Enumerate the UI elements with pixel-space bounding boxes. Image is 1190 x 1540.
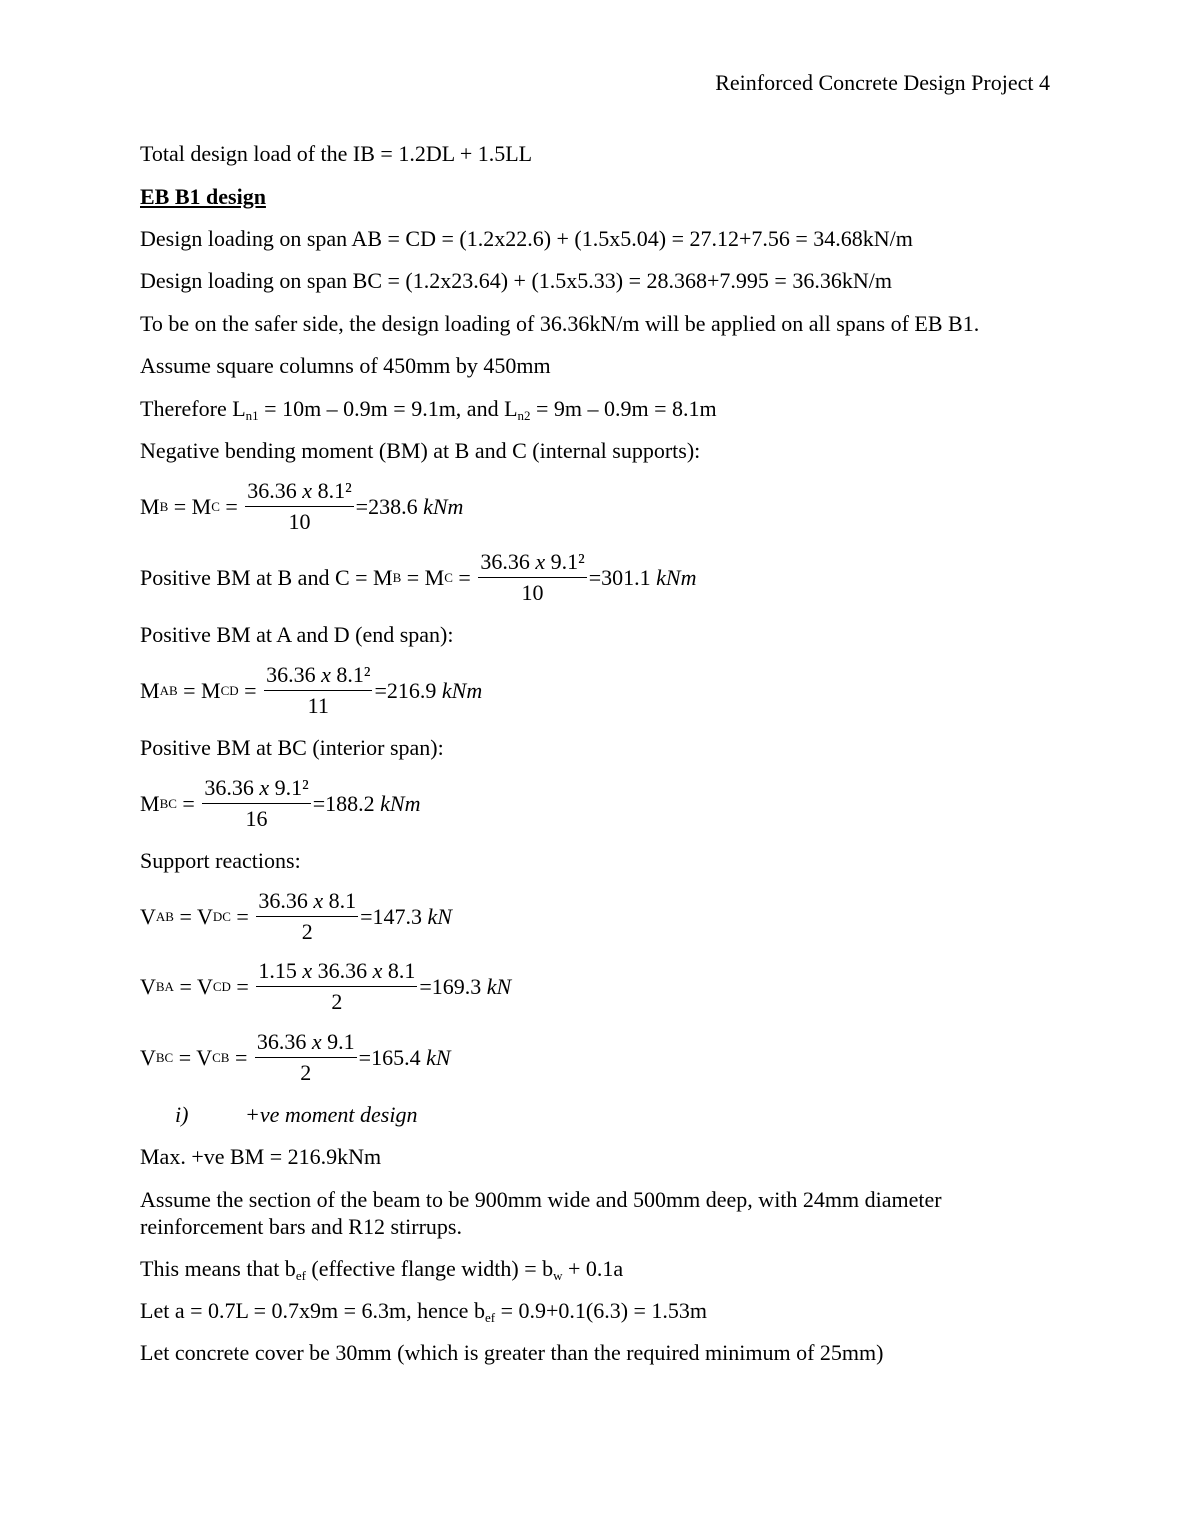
let-a-line: Let a = 0.7L = 0.7x9m = 6.3m, hence $b_{ef} = 0.9+0.1(6.3) = 1.53m$ — [140, 1298, 708, 1325]
equation-mab-mcd: M AB = M CD = $\frac{\text{36.36 x 8.1²}}{11}$ =216.9 kNm — [140, 662, 483, 718]
section-assumption-paragraph: Assume the section of the beam to be 900mm wide and 500mm deep, with 24mm diameter reinforcement bars and R12 stirrups. — [140, 1187, 942, 1239]
fraction: $\frac{36.36 x 9.1}{2}$ — [256, 1029, 355, 1085]
fraction: $\frac{\text{36.36 x 9.1²}}{10}$ — [480, 549, 585, 605]
max-bm-line: Max. +ve BM = 216.9kNm — [140, 1144, 382, 1169]
equation-vbc-vcb: V BC = V CB = $\frac{36.36 x 9.1}{2}$ =165.4 kN — [140, 1029, 451, 1085]
fraction: $\frac{1.15 x 36.36 x 8.1}{2}$ — [258, 958, 416, 1014]
support-reactions-line: Support reactions: — [140, 848, 301, 873]
load-bc-line: Design loading on span BC = (1.2x23.64) + (1.5x5.33) = 28.368+7.995 = 36.36kN/m — [140, 268, 892, 293]
negative-bm-line: Negative bending moment (BM) at B and C (internal supports): — [140, 438, 701, 463]
clear-span-line: Therefore $L_{n1} = 10m - 0.9m = 9.1m$, and $L_{n2} = 9m - 0.9m = 8.1m$ — [140, 396, 717, 423]
total-load-line: Total design load of the IB = 1.2DL + 1.5LL — [140, 141, 533, 166]
equation-vba-vcd: V BA = V CD = $\frac{1.15 x 36.36 x 8.1}{2}$ =169.3 kN — [140, 958, 512, 1014]
positive-bm-ad-line: Positive BM at A and D (end span): — [140, 622, 454, 647]
safer-side-line: To be on the safer side, the design loading of 36.36kN/m will be applied on all spans of EB B1. — [140, 311, 980, 336]
fraction: $\frac{\text{36.36 x 8.1²}}{10}$ — [247, 478, 352, 534]
fraction: $\frac{\text{36.36 x 9.1²}}{16}$ — [204, 775, 309, 831]
effective-flange-line: This means that $b_{ef}$ (effective flange width) = $b_w + 0.1a$ — [140, 1256, 624, 1283]
load-ab-line: Design loading on span AB = CD = (1.2x22.6) + (1.5x5.04) = 27.12+7.56 = 34.68kN/m — [140, 226, 913, 251]
fraction: $\frac{36.36 x 8.1}{2}$ — [258, 888, 357, 944]
fraction: $\frac{\text{36.36 x 8.1²}}{11}$ — [266, 662, 371, 718]
section-heading: EB B1 design — [140, 184, 266, 209]
columns-line: Assume square columns of 450mm by 450mm — [140, 353, 551, 378]
list-marker: i) — [175, 1102, 189, 1127]
equation-mbc: M BC = $\frac{\text{36.36 x 9.1²}}{16}$ =188.2 kNm — [140, 775, 421, 831]
equation-vab-vdc: V AB = V DC = $\frac{36.36 x 8.1}{2}$ =147.3 kN — [140, 888, 452, 944]
equation-mb-mc: M B = M C = $\frac{\text{36.36 x 8.1²}}{10}$ =238.6 kNm — [140, 478, 464, 534]
page-header: Reinforced Concrete Design Project 4 — [715, 70, 1050, 95]
equation-positive-bm-b-c: Positive BM at B and C = M B = M C = $\frac{\text{36.36 x 9.1²}}{10}$ =301.1 kNm — [140, 549, 697, 605]
positive-bm-bc-line: Positive BM at BC (interior span): — [140, 735, 444, 760]
list-item-text: +ve moment design — [245, 1102, 418, 1127]
list-item-positive-moment — [175, 1102, 418, 1128]
concrete-cover-line: Let concrete cover be 30mm (which is greater than the required minimum of 25mm) — [140, 1340, 884, 1365]
